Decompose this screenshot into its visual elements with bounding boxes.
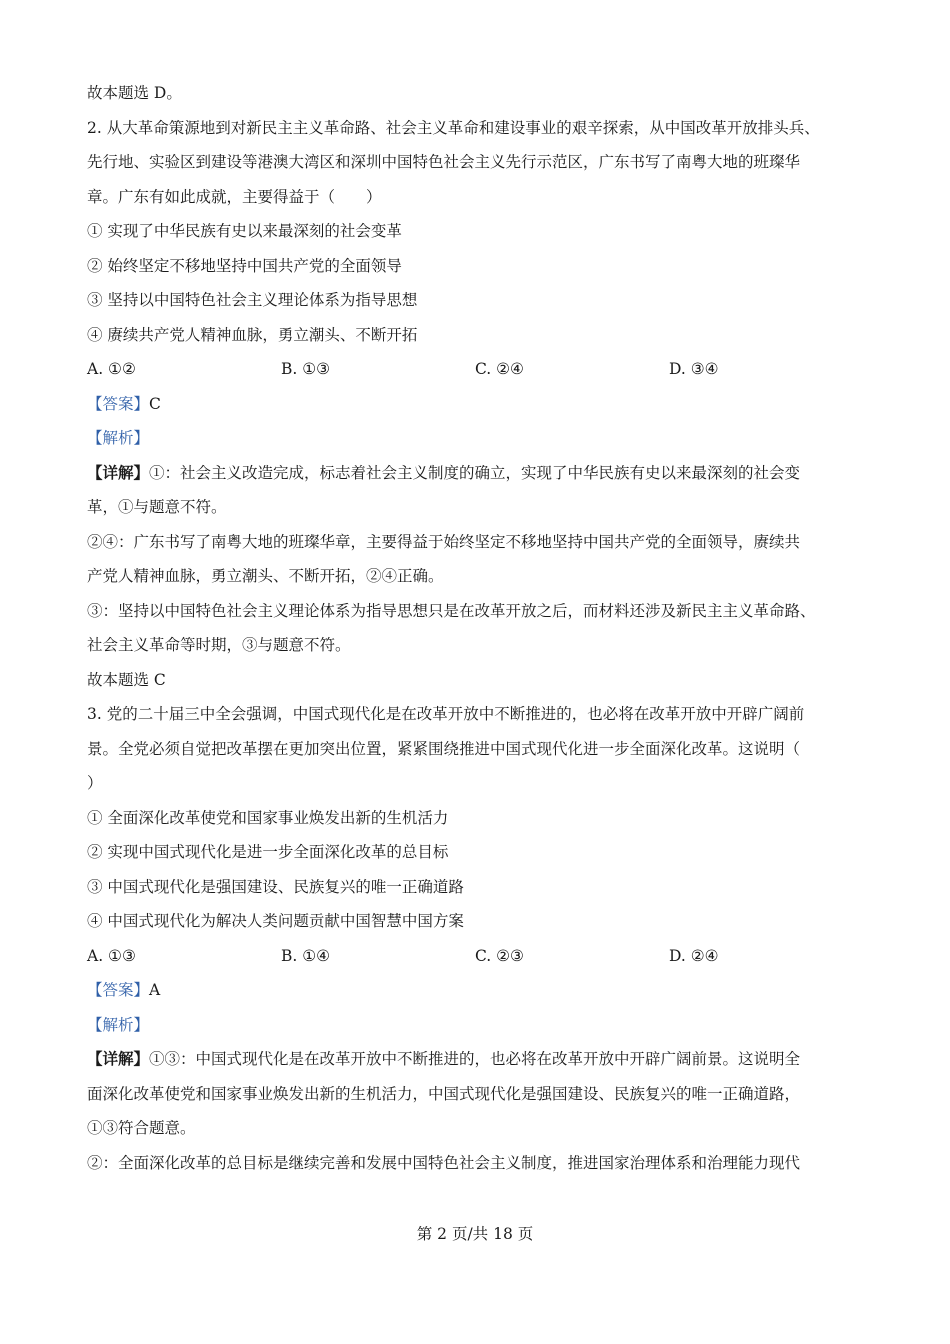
- answer-value: A: [149, 981, 161, 999]
- question-3-choices: [87, 939, 877, 974]
- question-2-answer: [87, 387, 877, 422]
- question-2-detail-line-6: 社会主义革命等时期，③与题意不符。: [87, 636, 351, 654]
- question-2-statement-2: ② 始终坚定不移地坚持中国共产党的全面领导: [87, 256, 402, 275]
- question-3-stem-line-3: ）: [87, 774, 103, 792]
- detail-text: ①：社会主义改造完成，标志着社会主义制度的确立，实现了中华民族有史以来最深刻的社会变: [149, 463, 801, 482]
- question-3-statement-4: ④ 中国式现代化为解决人类问题贡献中国智慧中国方案: [87, 912, 464, 930]
- question-3-detail-line-4: ②：全面深化改革的总目标是继续完善和发展中国特色社会主义制度，推进国家治理体系和治理能力现代: [87, 1153, 801, 1172]
- page-number-footer: 第 2 页/共 18 页: [416, 1225, 534, 1243]
- question-2-detail-line-5: ③：坚持以中国特色社会主义理论体系为指导思想只是在改革开放之后，而材料还涉及新民主主义革命路、: [87, 601, 816, 620]
- question-3-analysis-heading: [87, 1008, 877, 1043]
- question-2-detail-line-1: [87, 456, 877, 491]
- question-3-statement-1: ① 全面深化改革使党和国家事业焕发出新的生机活力: [87, 808, 449, 827]
- question-2-analysis-heading: [87, 421, 877, 456]
- question-3-stem-line-2: 景。全党必须自觉把改革摆在更加突出位置，紧紧围绕推进中国式现代化进一步全面深化改革。这说明（: [87, 739, 801, 758]
- question-2-detail-line-4: 产党人精神血脉，勇立潮头、不断开拓，②④正确。: [87, 567, 444, 585]
- question-3-statement-2: ② 实现中国式现代化是进一步全面深化改革的总目标: [87, 843, 449, 861]
- detail-text: ①③：中国式现代化是在改革开放中不断推进的，也必将在改革开放中开辟广阔前景。这说明全: [149, 1050, 801, 1068]
- question-3-choice-d: D. ②④: [669, 946, 719, 965]
- previous-answer-conclusion: 故本题选 D。: [87, 84, 182, 102]
- analysis-tag: 【解析】: [87, 429, 150, 447]
- question-2-detail-line-3: ②④：广东书写了南粤大地的班璨华章，主要得益于始终坚定不移地坚持中国共产党的全面领导，赓续共: [87, 532, 801, 551]
- question-2-statement-3: ③ 坚持以中国特色社会主义理论体系为指导思想: [87, 291, 418, 309]
- answer-tag: 【答案】: [87, 394, 150, 413]
- question-3-detail-line-1: [87, 1042, 877, 1077]
- question-2-statement-4: ④ 赓续共产党人精神血脉，勇立潮头、不断开拓: [87, 325, 418, 344]
- question-2-stem-line-2: 先行地、实验区到建设等港澳大湾区和深圳中国特色社会主义先行示范区，广东书写了南粤大地的班璨华: [87, 153, 801, 171]
- question-3-stem-line-1: 3. 党的二十届三中全会强调，中国式现代化是在改革开放中不断推进的，也必将在改革开放中开辟广阔前: [87, 705, 805, 723]
- question-2-detail-line-2: 革，①与题意不符。: [87, 498, 227, 516]
- question-2-choice-d: D. ③④: [669, 360, 719, 378]
- answer-tag: 【答案】: [87, 981, 150, 999]
- document-body: [87, 76, 877, 1180]
- question-3-choice-b: B. ①④: [281, 946, 331, 965]
- question-2-statement-1: ① 实现了中华民族有史以来最深刻的社会变革: [87, 222, 402, 240]
- detail-tag: 【详解】: [87, 1049, 150, 1068]
- question-3-answer: [87, 973, 877, 1008]
- detail-tag: 【详解】: [87, 462, 150, 482]
- question-2-choice-a: A. ①②: [87, 360, 136, 378]
- question-3-choice-c: C. ②③: [475, 946, 524, 965]
- question-3-detail-line-2: 面深化改革使党和国家事业焕发出新的生机活力，中国式现代化是强国建设、民族复兴的唯一正确道路，: [87, 1084, 801, 1103]
- question-3-statement-3: ③ 中国式现代化是强国建设、民族复兴的唯一正确道路: [87, 877, 464, 896]
- question-2-choice-c: C. ②④: [475, 360, 524, 378]
- question-2-stem-line-3: 章。广东有如此成就，主要得益于（ ）: [87, 187, 382, 206]
- question-3-choice-a: A. ①③: [87, 946, 136, 965]
- question-2-choice-b: B. ①③: [281, 360, 331, 378]
- question-3-detail-line-3: ①③符合题意。: [87, 1119, 196, 1137]
- answer-value: C: [149, 394, 161, 413]
- question-2-stem-line-1: 2. 从大革命策源地到对新民主主义革命路、社会主义革命和建设事业的艰辛探索，从中国改革开放排头兵、: [87, 118, 820, 137]
- analysis-tag: 【解析】: [87, 1015, 150, 1034]
- question-2-conclusion: 故本题选 C: [87, 670, 166, 689]
- question-2-choices: [87, 352, 877, 387]
